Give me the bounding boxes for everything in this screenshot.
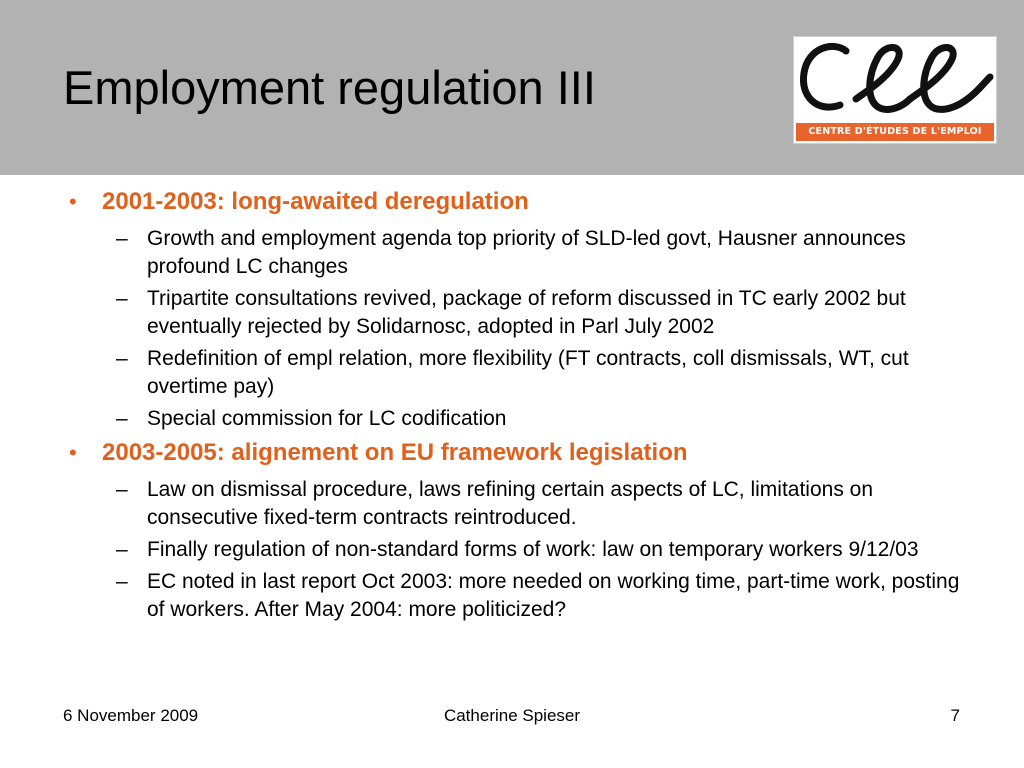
list-item — [72, 568, 962, 624]
dash-icon: – — [116, 538, 128, 561]
section-heading — [69, 186, 962, 217]
list-item-text: Finally regulation of non-standard forms of work: law on temporary workers 9/12/03 — [147, 538, 919, 561]
dash-icon: – — [116, 570, 128, 593]
list-item — [72, 285, 962, 341]
list-item-text: Tripartite consultations revived, package of reform discussed in TC early 2002 but eventually rejected by Solidarnosc, adopted in Parl July 2002 — [147, 287, 906, 338]
list-item — [72, 476, 962, 532]
dash-icon: – — [116, 287, 128, 310]
dash-icon: – — [116, 227, 128, 250]
cee-logo-lettering — [794, 37, 996, 121]
section-heading-text: 2001-2003: long-awaited deregulation — [102, 188, 529, 215]
section-2 — [69, 437, 962, 624]
list-item — [72, 345, 962, 401]
list-item — [72, 225, 962, 281]
list-item — [72, 536, 962, 564]
title-bar — [0, 0, 1024, 175]
cee-logo — [793, 36, 997, 144]
logo-banner: CENTRE D'ÉTUDES DE L'EMPLOI — [796, 123, 994, 141]
list-item-text: Law on dismissal procedure, laws refining certain aspects of LC, limitations on consecutive fixed-term contracts reintroduced. — [147, 478, 874, 529]
bullet-list — [69, 186, 962, 628]
bullet-icon: • — [69, 440, 77, 465]
dash-icon: – — [116, 407, 128, 430]
bullet-icon: • — [69, 189, 77, 214]
section-heading-text: 2003-2005: alignement on EU framework legislation — [102, 439, 688, 466]
list-item-text: Special commission for LC codification — [147, 407, 507, 430]
section-1 — [69, 186, 962, 433]
list-item-text: EC noted in last report Oct 2003: more needed on working time, part-time work, posting of workers. After May 2004: more politicized? — [147, 570, 960, 621]
section-heading — [69, 437, 962, 468]
footer-author: Catherine Spieser — [443, 706, 581, 725]
list-item-text: Redefinition of empl relation, more flexibility (FT contracts, coll dismissals, WT, cut overtime pay) — [147, 347, 909, 398]
page-number: 7 — [950, 706, 960, 725]
dash-icon: – — [116, 347, 128, 370]
footer-date: 6 November 2009 — [63, 706, 199, 725]
list-item-text: Growth and employment agenda top priority of SLD-led govt, Hausner announces profound LC changes — [147, 227, 906, 278]
dash-icon: – — [116, 478, 128, 501]
list-item — [72, 405, 962, 433]
slide-title: Employment regulation III — [63, 61, 596, 114]
